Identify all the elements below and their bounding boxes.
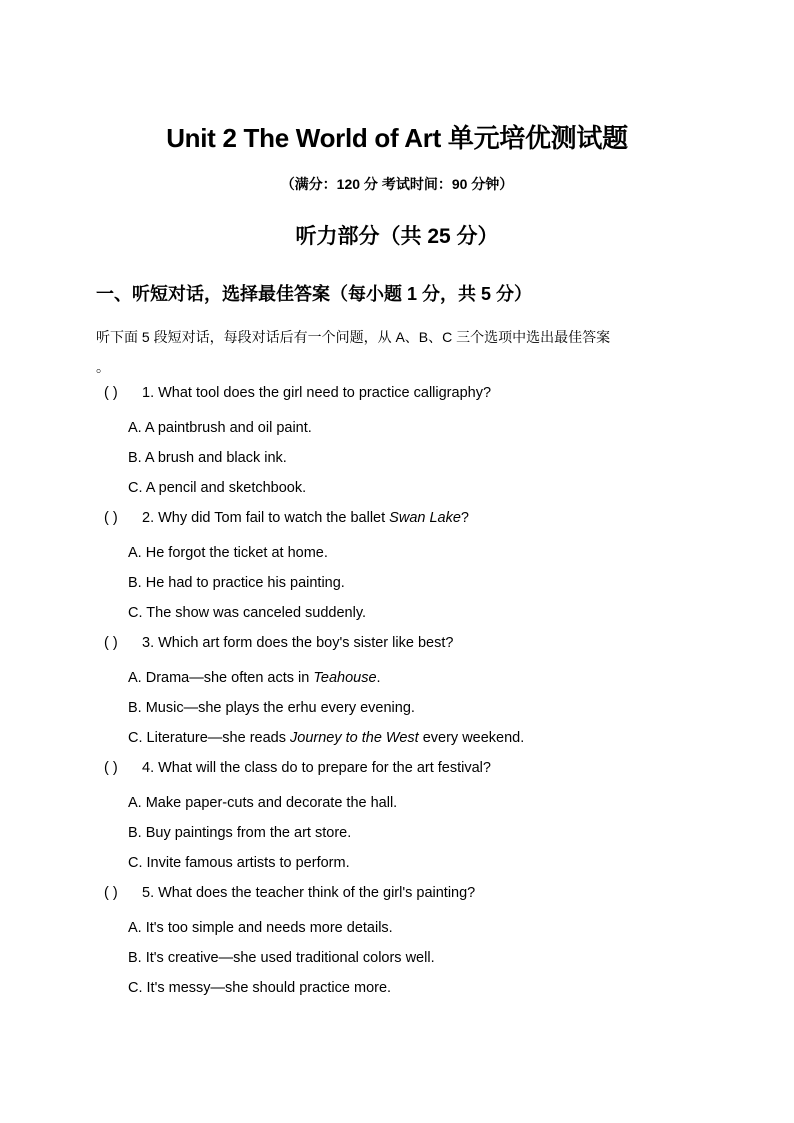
question-text: 3. Which art form does the boy's sister like best? xyxy=(142,635,454,651)
option-title-italic: Teahouse xyxy=(313,670,377,686)
question-stem xyxy=(0,378,794,408)
option-a: A. It's too simple and needs more details. xyxy=(128,920,393,936)
option-text-end: . xyxy=(376,670,381,686)
exam-info: （满分：120 分 考试时间：90 分钟） xyxy=(280,176,514,192)
question-text: 1. What tool does the girl need to practice calligraphy? xyxy=(142,385,492,401)
option-b: B. He had to practice his painting. xyxy=(128,575,345,591)
option-c: C. A pencil and sketchbook. xyxy=(128,480,307,496)
page-title: Unit 2 The World of Art 单元培优测试题 xyxy=(166,123,628,153)
instruction-line: 。 xyxy=(96,359,110,375)
question-text-end: ? xyxy=(460,510,469,526)
question-stem xyxy=(0,753,794,783)
question-1 xyxy=(0,378,794,503)
question-4 xyxy=(0,753,794,878)
option-title-italic: Journey to the West xyxy=(290,730,419,746)
option-a xyxy=(0,663,794,693)
question-2 xyxy=(0,503,794,628)
question-stem xyxy=(0,878,794,908)
part-heading: 听力部分（共 25 分） xyxy=(295,225,499,248)
option-c: C. It's messy—she should practice more. xyxy=(128,980,392,996)
instruction-text xyxy=(96,322,696,382)
question-stem xyxy=(0,628,794,658)
option-b: B. A brush and black ink. xyxy=(128,450,287,466)
question-stem xyxy=(0,503,794,533)
question-text: 2. Why did Tom fail to watch the ballet xyxy=(142,510,390,526)
answer-blank[interactable]: ( ) xyxy=(104,635,118,651)
option-text: C. Literature—she reads xyxy=(128,730,290,746)
option-a: A. He forgot the ticket at home. xyxy=(128,545,328,561)
option-a: A. A paintbrush and oil paint. xyxy=(128,420,312,436)
question-3 xyxy=(0,628,794,753)
option-b: B. Buy paintings from the art store. xyxy=(128,825,352,841)
option-c: C. Invite famous artists to perform. xyxy=(128,855,350,871)
option-a: A. Make paper-cuts and decorate the hall. xyxy=(128,795,398,811)
answer-blank[interactable]: ( ) xyxy=(104,760,118,776)
answer-blank[interactable]: ( ) xyxy=(104,510,118,526)
option-c: C. The show was canceled suddenly. xyxy=(128,605,367,621)
instruction-line: 听下面 5 段短对话，每段对话后有一个问题，从 A、B、C 三个选项中选出最佳答案 xyxy=(96,329,611,345)
answer-blank[interactable]: ( ) xyxy=(104,385,118,401)
option-b: B. It's creative—she used traditional colors well. xyxy=(128,950,435,966)
question-5 xyxy=(0,878,794,1003)
option-c xyxy=(0,723,794,753)
section-heading: 一、听短对话，选择最佳答案（每小题 1 分，共 5 分） xyxy=(96,284,533,304)
question-text: 4. What will the class do to prepare for the art festival? xyxy=(142,760,491,776)
option-text: A. Drama—she often acts in xyxy=(128,670,314,686)
question-title-italic: Swan Lake xyxy=(389,510,461,526)
option-b: B. Music—she plays the erhu every evening. xyxy=(128,700,415,716)
option-text-end: every weekend. xyxy=(418,730,525,746)
answer-blank[interactable]: ( ) xyxy=(104,885,118,901)
question-text: 5. What does the teacher think of the girl's painting? xyxy=(142,885,476,901)
question-list xyxy=(0,378,794,1003)
